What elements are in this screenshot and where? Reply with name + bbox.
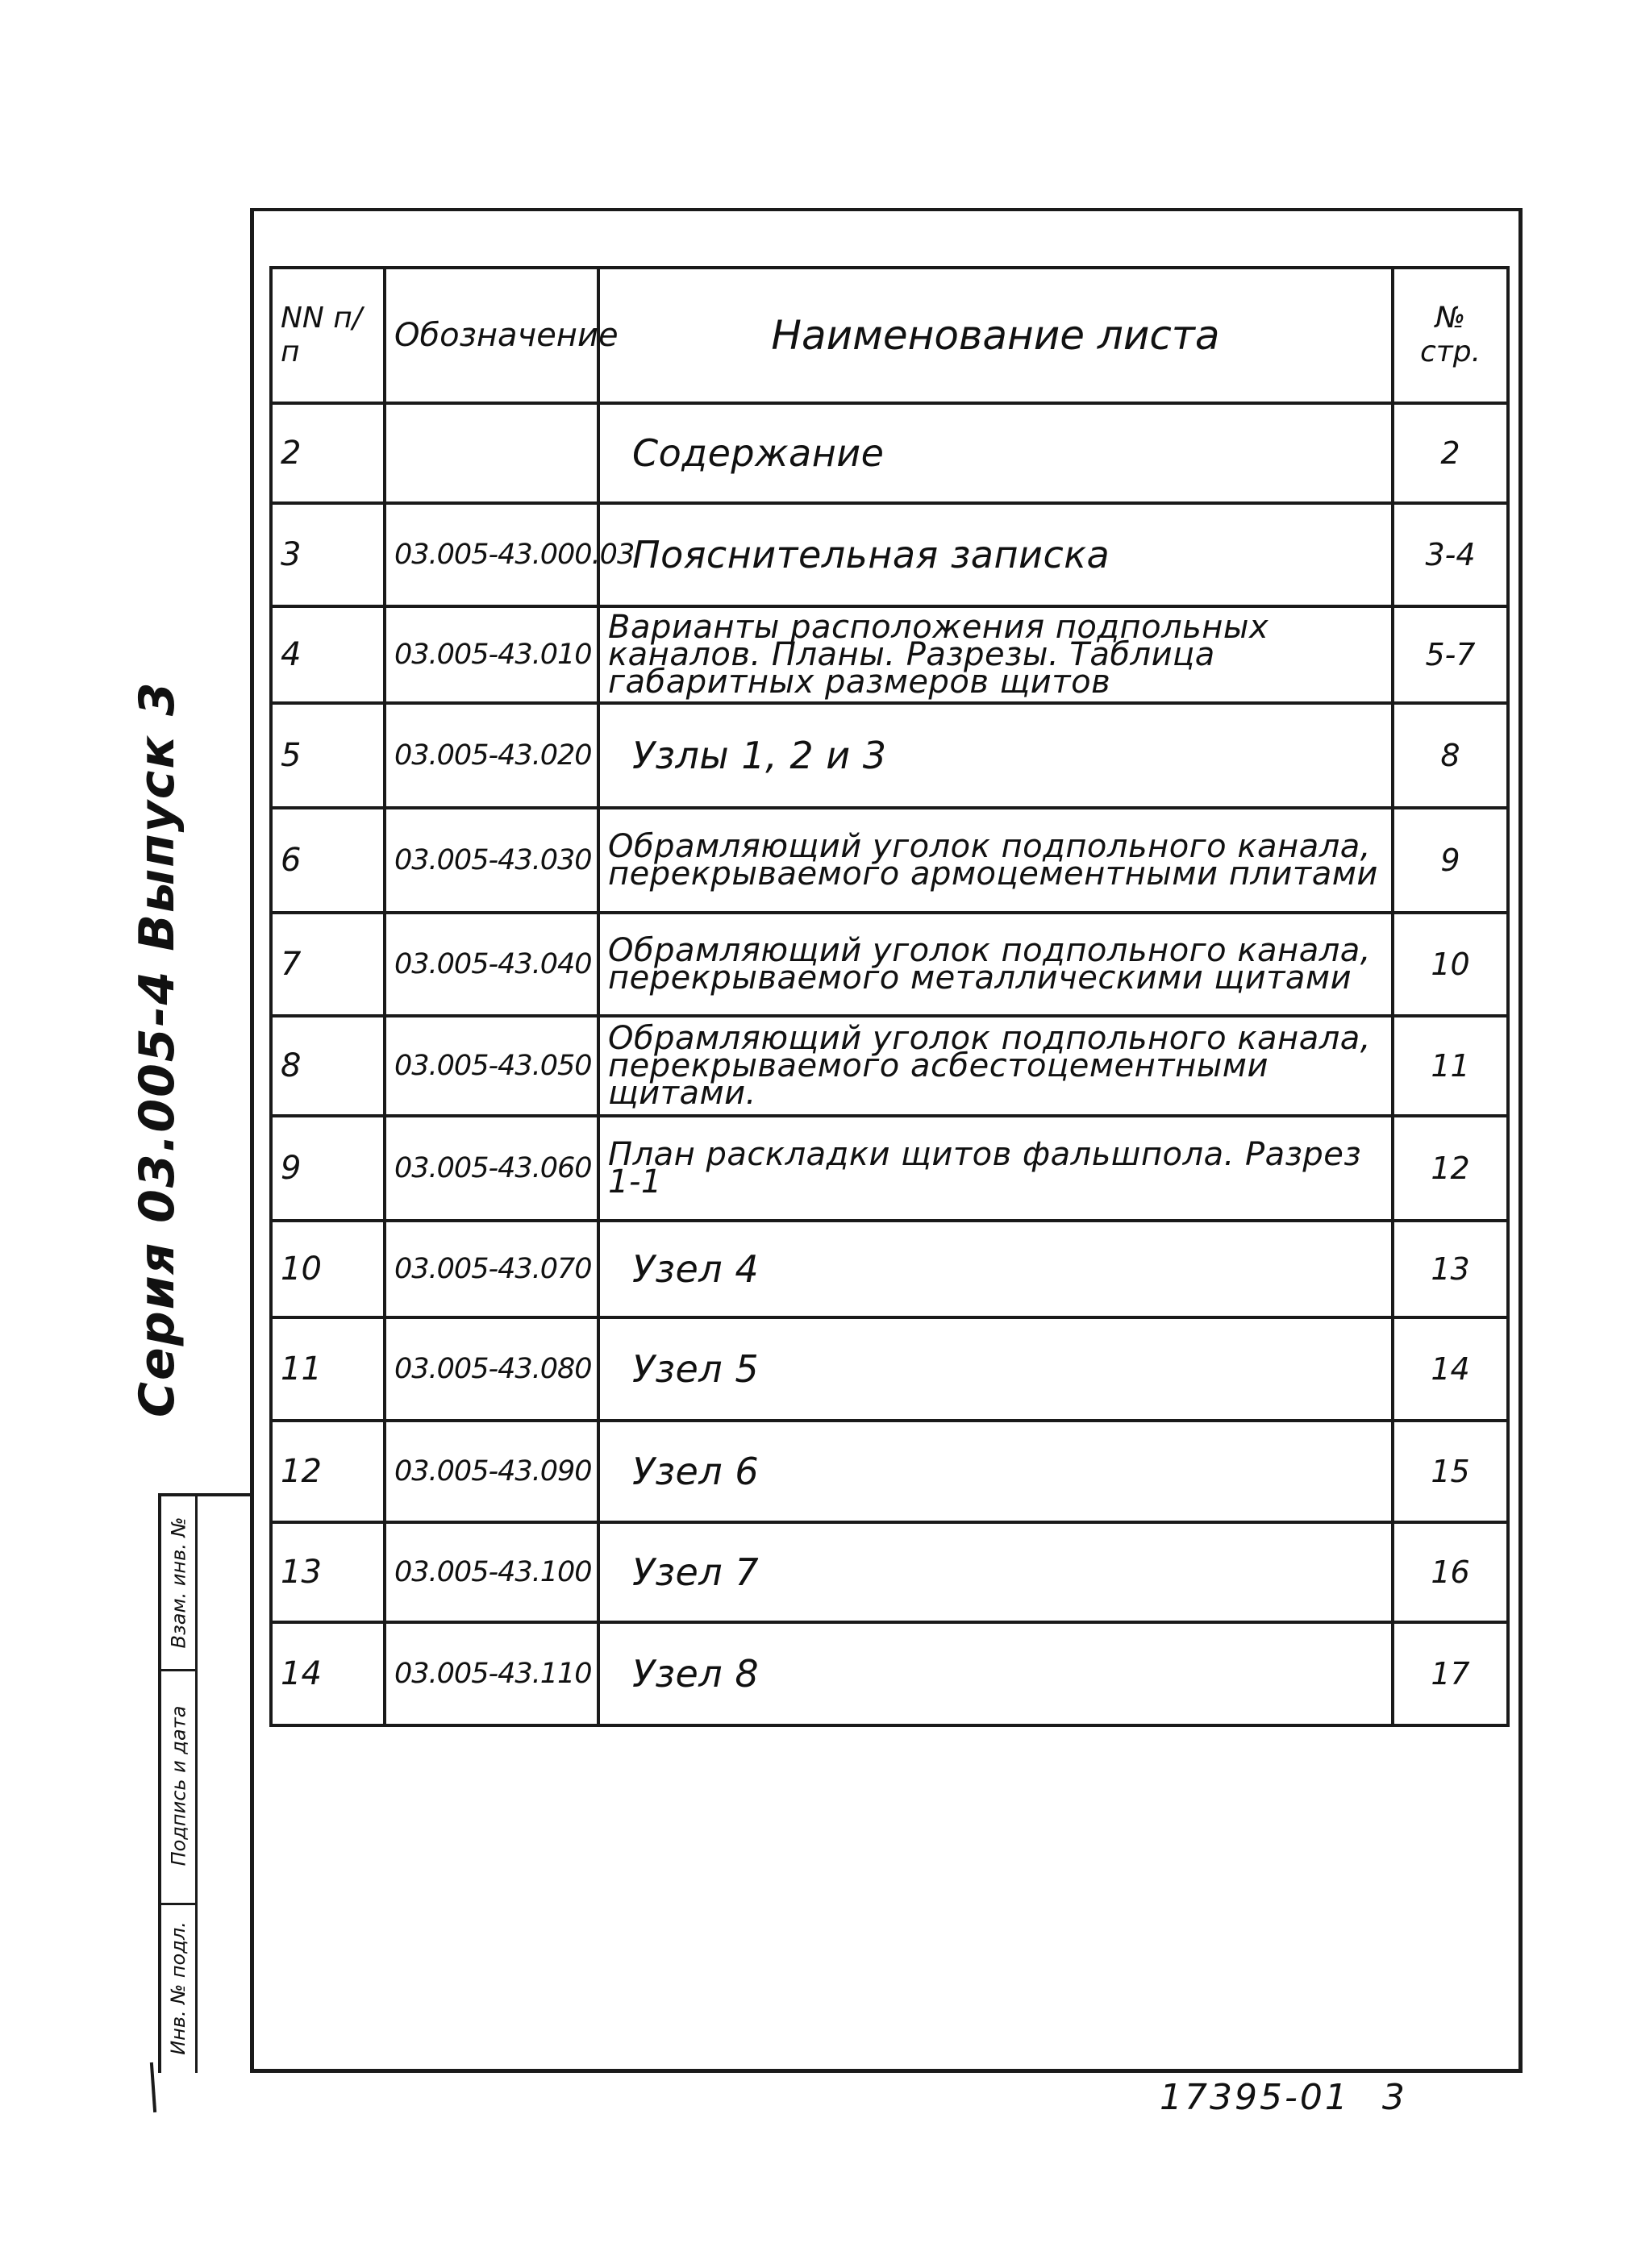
row-page: 10 <box>1393 913 1508 1016</box>
row-number: 14 <box>271 1622 385 1725</box>
header-number: NN п/п <box>271 268 385 403</box>
row-sheet-name: Пояснительная записка <box>598 503 1393 606</box>
stamp-original-inventory: Инв. № подл. <box>167 1921 190 2055</box>
table-row <box>271 1622 1508 1725</box>
edge-mark <box>150 2062 156 2112</box>
row-number: 13 <box>271 1522 385 1622</box>
row-page: 2 <box>1393 403 1508 503</box>
row-designation: 03.005-43.110 <box>385 1622 598 1725</box>
row-page: 13 <box>1393 1221 1508 1317</box>
row-page: 16 <box>1393 1522 1508 1622</box>
row-number: 5 <box>271 703 385 808</box>
table-row <box>271 403 1508 503</box>
row-sheet-name: Содержание <box>598 403 1393 503</box>
row-number: 3 <box>271 503 385 606</box>
row-sheet-name: Обрамляющий уголок подпольного канала, перекрываемого асбестоцементными щитами. <box>598 1016 1393 1116</box>
row-sheet-name: Узел 4 <box>598 1221 1393 1317</box>
row-designation: 03.005-43.020 <box>385 703 598 808</box>
row-page: 15 <box>1393 1421 1508 1522</box>
row-page: 3-4 <box>1393 503 1508 606</box>
row-sheet-name: Узел 6 <box>598 1421 1393 1522</box>
table-row <box>271 1016 1508 1116</box>
table-row <box>271 1522 1508 1622</box>
page-footer <box>1160 2077 1407 2118</box>
stamp-signature-date: Подпись и дата <box>161 1669 195 1905</box>
row-page: 8 <box>1393 703 1508 808</box>
row-designation: 03.005-43.080 <box>385 1317 598 1421</box>
row-number: 6 <box>271 808 385 913</box>
row-number: 4 <box>271 606 385 703</box>
row-designation: 03.005-43.050 <box>385 1016 598 1116</box>
row-designation: 03.005-43.010 <box>385 606 598 703</box>
row-number: 2 <box>271 403 385 503</box>
row-page: 14 <box>1393 1317 1508 1421</box>
header-designation: Обозначение <box>385 268 598 403</box>
row-number: 7 <box>271 913 385 1016</box>
row-designation: 03.005-43.000.03 <box>385 503 598 606</box>
row-designation: 03.005-43.060 <box>385 1116 598 1221</box>
row-page: 12 <box>1393 1116 1508 1221</box>
table-row <box>271 703 1508 808</box>
row-number: 9 <box>271 1116 385 1221</box>
series-label: Серия 03.005-4 Выпуск 3 <box>129 680 185 1417</box>
binding-stamp <box>158 1493 250 2073</box>
table-row <box>271 808 1508 913</box>
stamp-exchange-inventory: Взам. инв. № <box>161 1496 195 1671</box>
table-header-row <box>271 268 1508 403</box>
page-number: 3 <box>1381 2077 1407 2118</box>
row-designation: 03.005-43.070 <box>385 1221 598 1317</box>
table-row <box>271 1317 1508 1421</box>
table-row <box>271 913 1508 1016</box>
header-sheet-name: Наименование листа <box>598 268 1393 403</box>
row-sheet-name: Обрамляющий уголок подпольного канала, перекрываемого металлическими щитами <box>598 913 1393 1016</box>
row-page: 9 <box>1393 808 1508 913</box>
table-row <box>271 1116 1508 1221</box>
table-row <box>271 1421 1508 1522</box>
row-designation: 03.005-43.090 <box>385 1421 598 1522</box>
row-number: 8 <box>271 1016 385 1116</box>
header-page: № стр. <box>1393 268 1508 403</box>
row-page: 11 <box>1393 1016 1508 1116</box>
row-page: 17 <box>1393 1622 1508 1725</box>
document-number: 17395-01 <box>1160 2077 1350 2118</box>
row-number: 10 <box>271 1221 385 1317</box>
row-sheet-name: Обрамляющий уголок подпольного канала, перекрываемого армоцементными плитами <box>598 808 1393 913</box>
row-designation: 03.005-43.100 <box>385 1522 598 1622</box>
row-sheet-name: Узел 5 <box>598 1317 1393 1421</box>
row-sheet-name: Узел 7 <box>598 1522 1393 1622</box>
row-number: 12 <box>271 1421 385 1522</box>
row-designation: 03.005-43.040 <box>385 913 598 1016</box>
contents-table <box>269 266 1510 1727</box>
row-sheet-name: Узлы 1, 2 и 3 <box>598 703 1393 808</box>
row-number: 11 <box>271 1317 385 1421</box>
row-sheet-name: Узел 8 <box>598 1622 1393 1725</box>
row-page: 5-7 <box>1393 606 1508 703</box>
row-sheet-name: План раскладки щитов фальшпола. Разрез 1-1 <box>598 1116 1393 1221</box>
row-designation <box>385 403 598 503</box>
row-sheet-name: Варианты расположения подпольных каналов. Планы. Разрезы. Таблица габаритных размеров щитов <box>598 606 1393 703</box>
table-row <box>271 606 1508 703</box>
table-row <box>271 1221 1508 1317</box>
row-designation: 03.005-43.030 <box>385 808 598 913</box>
table-row <box>271 503 1508 606</box>
